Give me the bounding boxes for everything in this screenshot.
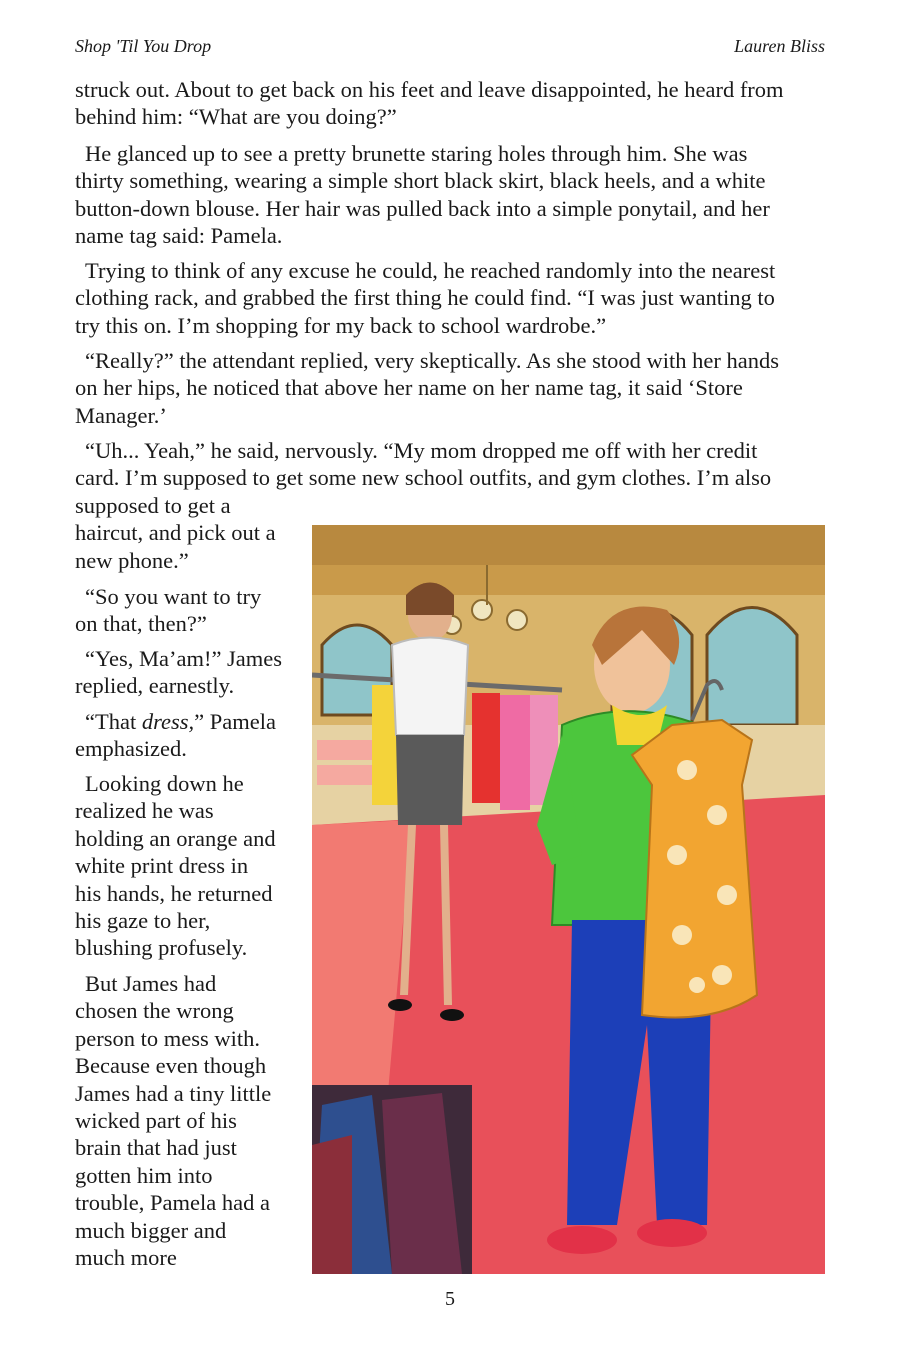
text-line: But James had bbox=[85, 971, 217, 996]
text-line: name tag said: Pamela. bbox=[75, 223, 283, 249]
text-line: his gaze to her, bbox=[75, 908, 211, 934]
text-line: card. I’m supposed to get some new school outfits, and gym clothes. I’m also bbox=[75, 465, 772, 491]
text-line: new phone.” bbox=[75, 547, 189, 573]
text-line: Because even though bbox=[75, 1053, 267, 1079]
text-line: his hands, he returned bbox=[75, 880, 273, 906]
text-line: Manager.’ bbox=[75, 402, 167, 428]
text-line: He glanced up to see a pretty brunette staring holes through him. She was bbox=[85, 141, 748, 166]
paragraph-3 bbox=[75, 257, 825, 339]
book-title: Shop 'Til You Drop bbox=[75, 36, 212, 56]
text-line: replied, earnestly. bbox=[75, 673, 235, 699]
text-line: James had a tiny little bbox=[75, 1080, 272, 1106]
text-line: Trying to think of any excuse he could, he reached randomly into the nearest bbox=[85, 258, 776, 283]
text-line: clothing rack, and grabbed the first thing he could find. “I was just wanting to bbox=[75, 285, 775, 311]
text-line: on her hips, he noticed that above her name on her name tag, it said ‘Store bbox=[75, 375, 743, 401]
text-line bbox=[75, 708, 295, 735]
text-line: person to mess with. bbox=[75, 1025, 260, 1051]
author-name: Lauren Bliss bbox=[734, 36, 825, 56]
text-line: supposed to get a bbox=[75, 492, 231, 518]
text-line: trouble, Pamela had a bbox=[75, 1190, 270, 1216]
text-line: thirty something, wearing a simple short black skirt, black heels, and a white bbox=[75, 168, 766, 194]
text-line: much bigger and bbox=[75, 1217, 227, 1243]
paragraph-10 bbox=[75, 970, 295, 1271]
text-line: “Uh... Yeah,” he said, nervously. “My mom dropped me off with her credit bbox=[85, 438, 758, 463]
text-line: wicked part of his bbox=[75, 1108, 237, 1134]
paragraph-2 bbox=[75, 140, 825, 250]
text-line: white print dress in bbox=[75, 853, 249, 879]
text-line: haircut, and pick out a bbox=[75, 520, 276, 546]
text-line: gotten him into bbox=[75, 1162, 213, 1188]
paragraph-8 bbox=[75, 708, 295, 763]
running-header bbox=[75, 36, 825, 60]
text-line: button-down blouse. Her hair was pulled back into a simple ponytail, and her bbox=[75, 195, 770, 221]
illustration-graphic bbox=[312, 525, 825, 1274]
page-number: 5 bbox=[445, 1288, 455, 1310]
text-run: ” Pamela bbox=[194, 709, 276, 734]
text-line: on that, then?” bbox=[75, 611, 207, 637]
text-line: blushing profusely. bbox=[75, 935, 248, 961]
text-line: holding an orange and bbox=[75, 825, 276, 851]
text-line: chosen the wrong bbox=[75, 998, 234, 1024]
text-line: struck out. About to get back on his feet and leave disappointed, he heard from bbox=[75, 77, 784, 102]
text-line: emphasized. bbox=[75, 736, 187, 762]
text-run: “That bbox=[85, 709, 142, 734]
text-line: realized he was bbox=[75, 798, 214, 824]
text-line: “So you want to try bbox=[85, 584, 262, 609]
text-line: Looking down he bbox=[85, 771, 244, 796]
text-line: try this on. I’m shopping for my back to school wardrobe.” bbox=[75, 312, 607, 338]
text-line: “Really?” the attendant replied, very skeptically. As she stood with her hands bbox=[85, 348, 779, 373]
emphasis-text: dress, bbox=[141, 709, 195, 734]
text-line: much more bbox=[75, 1245, 177, 1271]
paragraph-1 bbox=[75, 76, 825, 131]
paragraph-6 bbox=[75, 583, 295, 638]
text-line: “Yes, Ma’am!” James bbox=[85, 646, 283, 671]
paragraph-7 bbox=[75, 645, 295, 700]
paragraph-4 bbox=[75, 347, 825, 429]
text-line: behind him: “What are you doing?” bbox=[75, 104, 397, 130]
paragraph-9 bbox=[75, 770, 295, 962]
text-line: brain that had just bbox=[75, 1135, 237, 1161]
store-illustration bbox=[312, 525, 825, 1274]
